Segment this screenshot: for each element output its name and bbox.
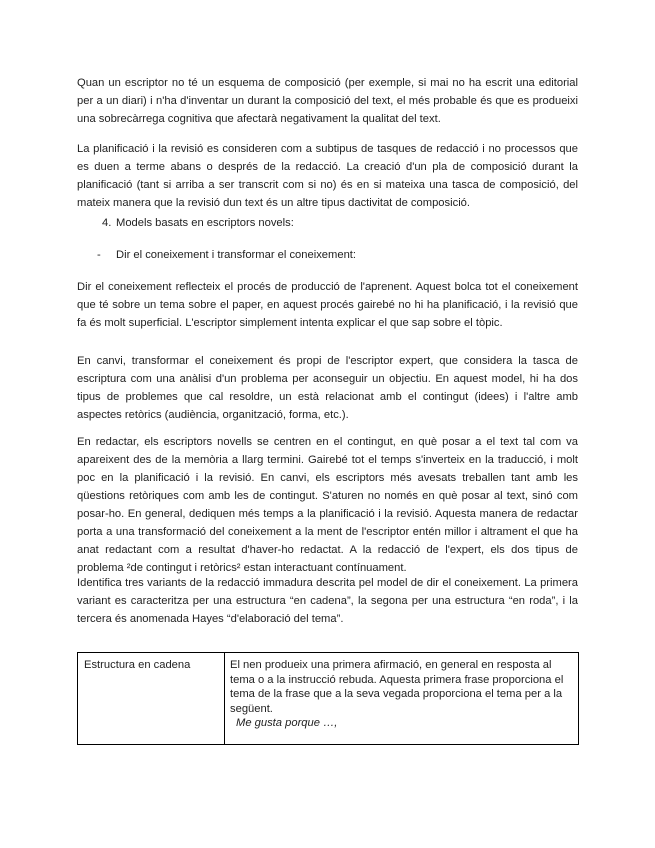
paragraph-novice-writers: En redactar, els escriptors novells se centren en el contingut, en què posar a el text tal com va apareixent des de la memòria a llarg termini. Gairebé tot el temps s'inverteix en la traducció, i molt poc en la planificació i la revisió. En canvi, els escriptors més avesats treballen tant amb les qüestions retòriques com amb les de contingut. S'aturen no només en què posar al text, sinó com posar-ho. En general, dediquen més temps a la planificació i la revisió. Aquesta manera de redactar porta a una transformació del coneixement a la ment de l'escriptor entén millor i altrament el que ha anat redactant com a resultat d'haver-ho redactat. A la redacció de l'expert, els dos tipus de problema ²de contingut i retòrics² estan interactuant contínuament.: [77, 436, 578, 574]
table-cell-label: Estructura en cadena: [78, 653, 225, 744]
list-number: 4.: [102, 217, 112, 229]
example-text: Me gusta porque …,: [236, 717, 338, 729]
list-dash: -: [97, 249, 101, 261]
description-text: El nen produeix una primera afirmació, en general en resposta al tema o a la instrucció rebuda. Aquesta primera frase proporciona el tema de la frase que a la seva vegada proporciona el tema per a la següent.: [230, 659, 564, 715]
structure-table: [77, 652, 579, 745]
paragraph-planning-revision: La planificació i la revisió es consideren com a subtipus de tasques de redacció i no processos que es duen a terme abans o després de la redacció. La creació d'un pla de composició durant la planificació (tant si arriba a ser transcrit com si no) és en si mateixa una tasca de composició, del mateix manera que la revisió dun text és un altre tipus dactivitat de composició.: [77, 143, 578, 209]
paragraph-knowledge-transforming: En canvi, transformar el coneixement és propi de l'escriptor expert, que considera la tasca de escriptura com una anàlisi d'un problema per aconseguir un objectiu. En aquest model, hi ha dos tipus de problemes que cal resoldre, un està relacionat amb el contingut (idees) i l'altre amb aspectes retòrics (audiència, organització, forma, etc.).: [77, 355, 578, 421]
list-item-text: Models basats en escriptors novels:: [116, 217, 294, 229]
table-cell-description: [225, 653, 578, 744]
paragraph-variants: Identifica tres variants de la redacció immadura descrita pel model de dir el coneixement. La primera variant es caracteritza per una estructura “en cadena”, la segona per una estructura “en roda”, i la tercera és anomenada Hayes “d'elaboració del tema”.: [77, 577, 578, 625]
paragraph-knowledge-telling: Dir el coneixement reflecteix el procés de producció de l'aprenent. Aquest bolca tot el coneixement que té sobre un tema sobre el paper, en aquest procés gairebé no hi ha planificació, i la revisió que fa és molt superficial. L'escriptor simplement intenta explicar el que sap sobre el tòpic.: [77, 281, 578, 329]
list-item-text: Dir el coneixement i transformar el coneixement:: [116, 249, 357, 261]
paragraph-cognitive-overload: Quan un escriptor no té un esquema de composició (per exemple, si mai no ha escrit una editorial per a un diari) i n'ha d'inventar un durant la composició del text, el més probable és que es produeixi una sobrecàrrega cognitiva que afectarà negativament la qualitat del text.: [77, 77, 578, 125]
